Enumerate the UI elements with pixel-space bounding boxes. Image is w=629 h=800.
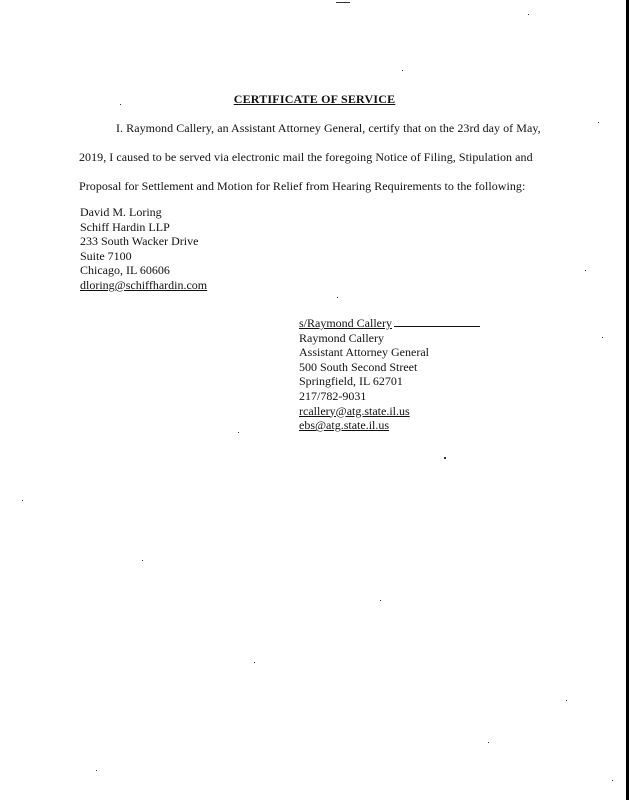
scan-speck bbox=[528, 14, 529, 15]
signature-row bbox=[299, 315, 480, 331]
certification-line-3: Proposal for Settlement and Motion for Relief from Hearing Requirements to the following: bbox=[79, 179, 526, 193]
scan-speck bbox=[336, 2, 350, 3]
signer-street: 500 South Second Street bbox=[299, 359, 418, 374]
scan-speck bbox=[488, 742, 489, 743]
signature: s/Raymond Callery bbox=[299, 316, 392, 330]
recipient-suite: Suite 7100 bbox=[80, 248, 132, 263]
recipient-email-link[interactable]: dloring@schiffhardin.com bbox=[80, 277, 208, 292]
signer-email-link-1[interactable]: rcallery@atg.state.il.us bbox=[299, 403, 410, 418]
signer-email-link-2[interactable]: ebs@atg.state.il.us bbox=[299, 418, 390, 433]
scan-speck bbox=[598, 122, 599, 123]
scan-speck bbox=[402, 70, 403, 71]
recipient-city: Chicago, IL 60606 bbox=[80, 263, 170, 278]
recipient-address-block bbox=[80, 205, 207, 293]
scan-speck bbox=[566, 700, 567, 701]
signer-phone: 217/782-9031 bbox=[299, 388, 367, 403]
signer-city: Springfield, IL 62701 bbox=[299, 374, 403, 389]
scan-speck bbox=[612, 780, 613, 781]
signer-block bbox=[299, 315, 480, 433]
scan-speck bbox=[444, 457, 446, 459]
scan-speck bbox=[337, 297, 338, 298]
certification-line-2: 2019, I caused to be served via electronic mail the foregoing Notice of Filing, Stipulation and bbox=[79, 150, 533, 164]
scan-speck bbox=[254, 662, 255, 663]
scan-speck bbox=[585, 270, 586, 271]
certification-line-1: I. Raymond Callery, an Assistant Attorney General, certify that on the 23rd day of May, bbox=[116, 121, 541, 135]
scan-speck bbox=[380, 600, 381, 601]
recipient-firm: Schiff Hardin LLP bbox=[80, 219, 170, 234]
signature-line bbox=[394, 315, 480, 327]
scan-speck bbox=[238, 432, 239, 433]
scan-speck bbox=[120, 104, 121, 105]
scan-speck bbox=[142, 560, 143, 561]
scan-speck bbox=[96, 770, 97, 771]
recipient-name: David M. Loring bbox=[80, 205, 162, 219]
signer-name: Raymond Callery bbox=[299, 330, 384, 345]
certificate-title: CERTIFICATE OF SERVICE bbox=[233, 92, 396, 106]
signer-title: Assistant Attorney General bbox=[299, 345, 429, 360]
scan-speck bbox=[22, 500, 23, 501]
recipient-street: 233 South Wacker Drive bbox=[80, 234, 199, 249]
scan-speck bbox=[602, 337, 603, 338]
